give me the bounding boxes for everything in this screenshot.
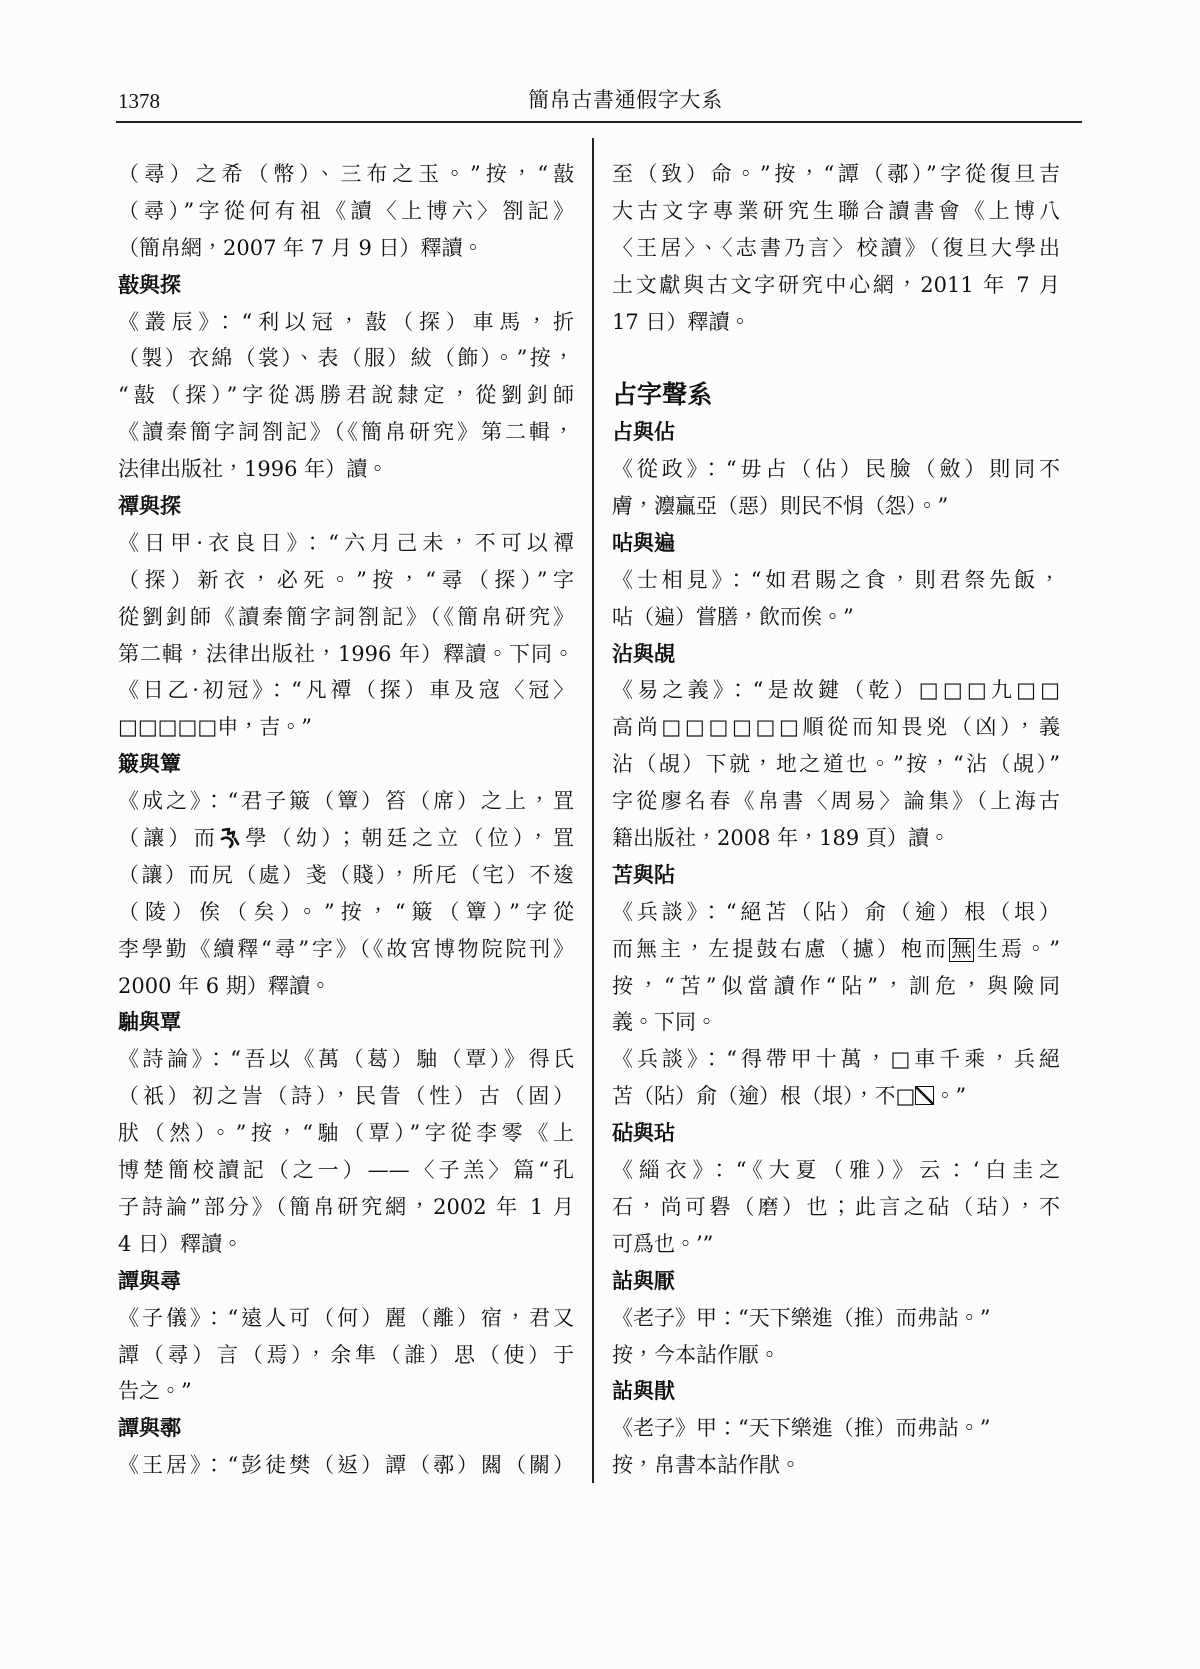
text-line: （讓）而尻（處）戔（賤），所厇（宅）不逡 (118, 862, 574, 887)
text-line: 《老子》甲：“天下樂進（推）而弗詀。” (612, 1416, 991, 1441)
text-line: （祇）初之訔（詩），民眚（性）古（固） (118, 1084, 574, 1109)
text-line: 肰（然）。”按，“駎（覃）”字從李零《上 (118, 1121, 574, 1146)
text-line: 《讀秦簡字詞劄記》（《簡帛研究》第二輯， (118, 420, 574, 445)
text-segment: 苫（阽）俞（逾）根（垠），不□ (612, 1084, 916, 1109)
text-line: （製）衣綿（裳）、表（服）紱（飾）。”按， (118, 346, 574, 371)
text-line: 《老子》甲：“天下樂進（推）而弗詀。” (612, 1305, 991, 1330)
text-line: 從劉釗師《讀秦簡字詞劄記》（《簡帛研究》 (118, 604, 574, 629)
entry-heading: 譚與尋 (118, 1268, 181, 1293)
text-line: 法律出版社，1996 年）讀。 (118, 457, 389, 482)
entry-heading: 駎與覃 (118, 1010, 181, 1035)
text-line: 譚（尋）言（焉），余隼（誰）思（使）于 (118, 1342, 574, 1367)
text-line (612, 1078, 1060, 1115)
damaged-char-box (915, 1086, 934, 1105)
text-line: 《緇衣》：“《大夏（雅）》云：‘白圭之 (612, 1158, 1060, 1183)
right-column (612, 156, 1060, 1484)
text-line: 膚，灋贏亞（惡）則民不悁（怨）。” (612, 494, 949, 519)
text-line: 4 日）釋讀。 (118, 1231, 244, 1256)
header-rule (116, 121, 1082, 123)
text-line: 《士相見》：“如君賜之食，則君祭先飯， (612, 567, 1060, 592)
entry-heading: 占與佔 (612, 420, 675, 445)
entry-heading: 禫與探 (118, 494, 181, 519)
text-line (118, 820, 574, 857)
section-heading: 占字聲系 (612, 380, 713, 410)
text-line: （尋）”字從何有祖《讀〈上博六〉劄記》 (118, 198, 574, 223)
text-line: 籍出版社，2008 年，189 頁）讀。 (612, 826, 950, 851)
text-line: □□□□□申，吉。” (118, 715, 312, 740)
left-column (118, 156, 574, 1484)
text-line: 李學勤《續釋“尋”字》（《故宮博物院院刊》 (118, 936, 574, 961)
text-line: 第二輯，法律出版社，1996 年）釋讀。下同。 (118, 641, 574, 666)
text-line: 《日乙·初冠》：“凡禫（探）車及寇〈冠〉 (118, 678, 574, 703)
text-line: 高尚□□□□□□順從而知畏兇（凶），義 (612, 715, 1060, 740)
entry-heading: 苫與阽 (612, 862, 675, 887)
text-line (612, 931, 1060, 968)
text-line: 〈王居〉、〈志書乃言〉校讀》（復旦大學出 (612, 235, 1060, 260)
text-line: 呫（遍）嘗膳，飲而俟。” (612, 604, 854, 629)
text-line: 《王居》：“彭徒樊（返）譚（鄩）闗（關） (118, 1453, 574, 1478)
text-segment: 。” (934, 1084, 967, 1109)
text-line: 按，今本詀作厭。 (612, 1342, 780, 1367)
entry-heading: 砧與玷 (612, 1121, 675, 1146)
entry-heading: 敼與探 (118, 272, 181, 297)
text-line: 《日甲·衣良日》：“六月己未，不可以禫 (118, 530, 574, 555)
text-line: （陵）俟（矣）。”按，“簸（簟）”字從 (118, 899, 574, 924)
text-line: （探）新衣，必死。”按，“尋（探）”字 (118, 567, 574, 592)
text-segment: （讓）而 (118, 826, 220, 851)
ancient-glyph-image (219, 827, 241, 849)
text-line: 《兵談》：“絕苫（阽）俞（逾）根（垠） (612, 899, 1060, 924)
text-line: 土文獻與古文字研究中心網，2011 年 7 月 (612, 272, 1060, 297)
text-line: （尋）之希（幣）、三布之玉。”按，“敼 (118, 162, 574, 186)
entry-heading: 譚與鄩 (118, 1416, 181, 1441)
text-segment: 學（幼）；朝廷之立（位），罝 (241, 826, 574, 851)
text-line: （簡帛網，2007 年 7 月 9 日）釋讀。 (118, 235, 484, 260)
text-line: 博楚簡校讀記（之一）——〈子羔〉篇“孔 (118, 1158, 574, 1183)
text-line: 《詩論》：“吾以《萬（葛）駎（覃）》得氏 (118, 1047, 574, 1072)
text-line: 至（致）命。”按，“譚（鄩）”字從復旦吉 (612, 162, 1060, 186)
text-line: 按，“苫”似當讀作“阽”，訓危，與險同 (612, 973, 1060, 998)
running-title: 簡帛古書通假字大系 (528, 88, 722, 112)
boxed-uncertain-char: 無 (950, 936, 972, 961)
entry-heading: 詀與厭 (612, 1268, 675, 1293)
text-line: 告之。” (118, 1379, 192, 1404)
column-divider (592, 138, 594, 1483)
entry-heading: 沾與覘 (612, 641, 675, 666)
text-line: 17 日）釋讀。 (612, 309, 751, 334)
text-segment: 而無主，左提鼓右慮（攄）枹而 (612, 936, 949, 961)
text-line: 子詩論”部分》（簡帛研究網，2002 年 1 月 (118, 1194, 574, 1219)
text-segment: 生焉。” (973, 936, 1060, 961)
text-line: 按，帛書本詀作猒。 (612, 1453, 801, 1478)
text-line: “敼（探）”字從馮勝君說隸定，從劉釗師 (118, 383, 574, 408)
text-line: 《叢辰》：“利以冠，敼（探）車馬，折 (118, 309, 574, 334)
text-line: 《子儀》：“遠人可（何）麗（離）宿，君又 (118, 1305, 574, 1330)
text-line: 義。下同。 (612, 1010, 717, 1035)
entry-heading: 呫與遍 (612, 530, 675, 555)
text-line: 石，尚可礜（磨）也；此言之砧（玷），不 (612, 1194, 1060, 1219)
page-number: 1378 (118, 89, 160, 113)
text-line: 2000 年 6 期）釋讀。 (118, 973, 331, 998)
text-line: 可爲也。’” (612, 1231, 714, 1256)
text-line: 沾（覘）下就，地之道也。”按，“沾（覘）” (612, 752, 1060, 777)
entry-heading: 詀與猒 (612, 1379, 675, 1404)
text-line: 《從政》：“毋占（佔）民臉（斂）則同不 (612, 457, 1060, 482)
text-line: 《兵談》：“得帶甲十萬，□車千乘，兵絕 (612, 1047, 1060, 1072)
text-line: 《易之義》：“是故鍵（乾）□□□九□□ (612, 678, 1060, 703)
text-line: 大古文字專業研究生聯合讀書會《上博八 (612, 198, 1060, 223)
entry-heading: 簸與簟 (118, 752, 181, 777)
text-line: 《成之》：“君子簸（簟）笞（席）之上，罝 (118, 789, 574, 814)
blank-line (612, 340, 1060, 377)
text-line: 字從廖名春《帛書〈周易〉論集》（上海古 (612, 789, 1060, 814)
